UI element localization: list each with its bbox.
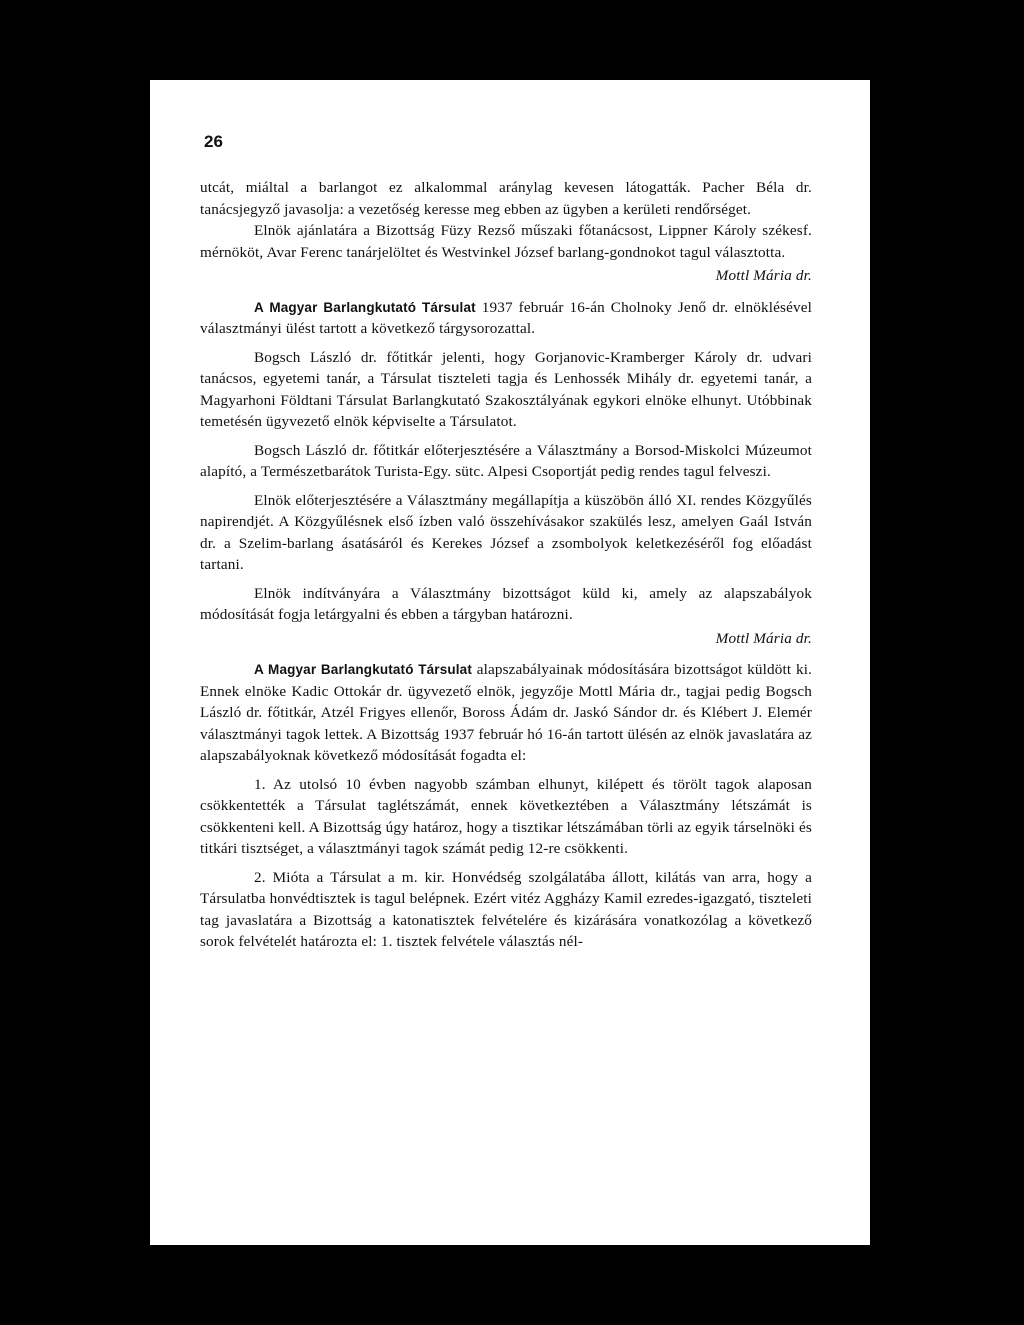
paragraph-10: 2. Mióta a Társulat a m. kir. Honvédség szolgálatába állott, kilátás van arra, hogy a Társulatba honvédtisztek is tagul belépnek. Ezért vitéz Aggházy Kamil ezredes-igazgató, tiszteleti tag javaslatára a Bizottság a katonatisztek felvételére és kizárására vonatkozólag a következő sorok felvételét határozta el: 1. tisztek felvétele választás nél- — [200, 868, 812, 950]
paragraph-6: Elnök előterjesztésére a Választmány megállapítja a küszöbön álló XI. rendes Közgyűlés napirendjét. A Közgyűlésnek első ízben való összehívásakor szakülés lesz, amelyen Gaál István dr. a Szelim-barlang ásatásáról és Kerekes József a zsombolyok keletkezéséről fog előadást tartani. — [200, 491, 812, 573]
paragraph-1: utcát, miáltal a barlangot ez alkalommal aránylag kevesen látogatták. Pacher Béla dr. tanácsjegyző javasolja: a vezetőség keresse meg ebben az ügyben a kerületi rendőrséget. — [200, 179, 812, 218]
document-page — [150, 80, 870, 1245]
page-body — [200, 177, 812, 953]
paragraph-4: Bogsch László dr. főtitkár jelenti, hogy Gorjanovic-Kramberger Károly dr. udvari tanácsos, egyetemi tanár, a Társulat tiszteleti tagja és Lenhossék Mihály dr. egyetemi tanár, a Magyarhoni Földtani Társulat Barlangkutató Szakosztályának egykori elnöke elhunyt. Utóbbinak temetésén ügyvezető elnök képviselte a Társulatot. — [200, 348, 812, 430]
paragraph-8 — [200, 659, 812, 767]
section-heading-1: A Magyar Barlangkutató Társulat — [254, 299, 476, 315]
signature-2: Mottl Mária dr. — [715, 629, 812, 647]
paragraph-7: Elnök indítványára a Választmány bizottságot küld ki, amely az alapszabályok módosítását fogja letárgyalni és ebben a tárgyban határozni. — [200, 584, 812, 623]
paragraph-5: Bogsch László dr. főtitkár előterjesztésére a Választmány a Borsod-Miskolci Múzeumot alapító, a Természetbarátok Turista-Egy. sütc. Alpesi Csoportját pedig rendes tagul felveszi. — [200, 441, 812, 480]
section-heading-2: A Magyar Barlangkutató Társulat — [254, 662, 472, 677]
paragraph-3-text: 1937 február 16-án Cholnoky Jenő dr. elnöklésével választmányi ülést tartott a következő tárgysorozattal. — [200, 298, 812, 337]
paragraph-9: 1. Az utolsó 10 évben nagyobb számban elhunyt, kilépett és törölt tagok alaposan csökkentették a Társulat taglétszámát, ennek következtében a Választmány létszámát is csökkenteni kell. A Bizottság úgy határoz, hogy a tisztikar létszámában törli az egyik társelnöki és titkári tisztséget, a választmányi tagok számát pedig 12-re csökkenti. — [200, 775, 812, 857]
paragraph-8-text: alapszabályainak módosítására bizottságot küldött ki. Ennek elnöke Kadic Ottokár dr. ügyvezető elnök, jegyzője Mottl Mária dr., tagjai pedig Bogsch László dr. főtitkár, Atzél Frigyes ellenőr, Boross Ádám dr. Jaskó Sándor dr. és Klébert J. Elemér választmányi tagok lettek. A Bizottság 1937 február hó 16-án tartott ülésén az elnök javaslatára az alapszabályoknak következő módosítását fogadta el: — [200, 661, 813, 764]
page-number: 26 — [204, 132, 223, 151]
paragraph-3 — [200, 297, 812, 340]
paragraph-2: Elnök ajánlatára a Bizottság Füzy Rezső műszaki főtanácsost, Lippner Károly székesf. mérnököt, Avar Ferenc tanárjelöltet és Westvinkel József barlang-gondnokot tagul választotta. — [200, 222, 812, 261]
signature-1: Mottl Mária dr. — [715, 267, 812, 284]
